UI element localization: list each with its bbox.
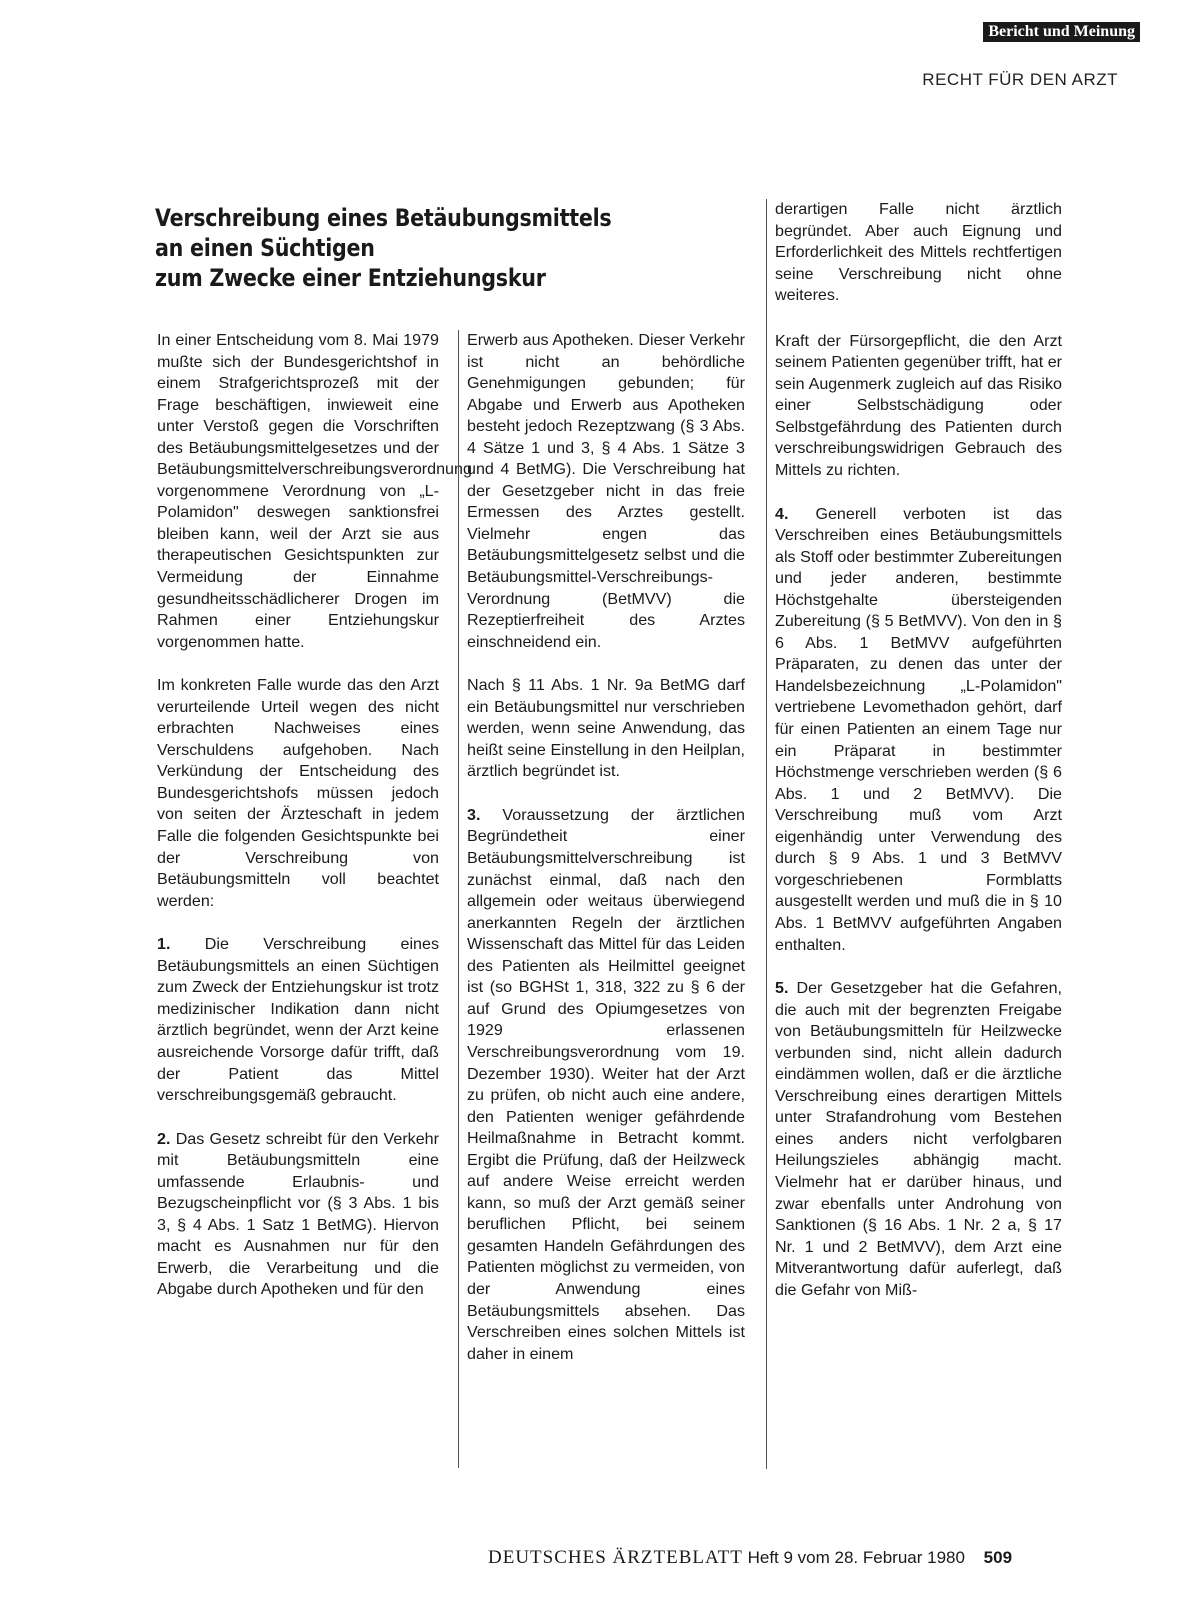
text-column-3 [766,199,1062,1469]
section-heading: RECHT FÜR DEN ARZT [922,70,1118,89]
paragraph-text: Generell verboten ist das Verschreiben eines Betäubungsmittels als Stoff oder bestimmter Zubereitungen und jeder anderen, bestimmte Höchstgehalte übersteigenden Zubereitung (§ 5 BetMVV). Von den in § 6 Abs. 1 BetMVV aufgeführten Präparaten, zu denen das unter der Handelsbezeichnung „L-Polamidon" vertriebene Levomethadon gehört, darf für einen Patienten an einem Tage nur ein Präparat in bestimmter Höchstmenge verschrieben werden (§ 6 Abs. 1 und 2 BetMVV). Die Verschreibung muß vom Arzt eigenhändig unter Verwendung des durch § 9 Abs. 1 und 3 BetMVV vorgeschriebenen Formblatts ausgestellt werden und muß die in § 10 Abs. 1 BetMVV aufgeführten Angaben enthalten. [775,504,1062,954]
paragraph [157,934,439,1106]
paragraph: Im konkreten Falle wurde das den Arzt verurteilende Urteil wegen des nicht erbrachten Nachweises eines Verschuldens aufgehoben. Nach Verkündung der Entscheidung des Bundesgerichtshofs müssen jedoch von seiten der Ärzteschaft in jedem Falle die folgenden Gesichtspunkte bei der Verschreibung von Betäubungsmitteln voll beachtet werden: [157,676,439,910]
paragraph [157,1129,439,1301]
paragraph: Kraft der Fürsorgepflicht, die den Arzt seinem Patienten gegenüber trifft, hat er sein Augenmerk zugleich auf das Risiko einer Selbstschädigung oder Selbstgefährdung des Patienten durch verschreibungswidrigen Gebrauch des Mittels zu richten. [775,331,1062,480]
paragraph [775,504,1062,956]
paragraph: Erwerb aus Apotheken. Dieser Verkehr ist nicht an behördliche Genehmigungen gebunden; für Abgabe und Erwerb aus Apotheken besteht jedoch Rezeptzwang (§ 3 Abs. 4 Sätze 1 und 3, § 4 Abs. 1 Sätze 3 und 4 BetMG). Die Verschreibung hat der Gesetzgeber nicht in das freie Ermessen des Arztes gestellt. Vielmehr engen das Betäubungsmittelgesetz selbst und die Betäubungsmittel-Verschreibungs-Verordnung (BetMVV) die Rezeptierfreiheit des Arztes einschneidend ein. [467,331,745,651]
article-title [155,203,654,293]
section-tag: Bericht und Meinung [983,22,1140,42]
title-line: an einen Süchtigen [155,234,375,262]
point-number: 4. [775,504,789,523]
title-line: Verschreibung eines Betäubungsmittels [155,204,612,232]
paragraph: In einer Entscheidung vom 8. Mai 1979 mußte sich der Bundesgerichtshof in einem Strafgerichtsprozeß mit der Frage beschäftigen, inwieweit eine unter Verstoß gegen die Vorschriften des Betäubungsmittelgesetzes und der Betäubungsmittelverschreibungsverordnung vorgenommene Verordnung von „L-Polamidon" deswegen sanktionsfrei bleiben kann, weil der Arzt sie aus therapeutischen Gesichtspunkten zur Vermeidung der Einnahme gesundheitsschädlicherer Drogen im Rahmen einer Entziehungskur vorgenommen hatte. [157,331,472,651]
text-column-2 [458,330,745,1468]
point-number: 1. [157,935,171,954]
title-line: zum Zwecke einer Entziehungskur [155,264,546,292]
paragraph [467,805,745,1365]
text-column-1 [157,330,472,1323]
paragraph: derartigen Falle nicht ärztlich begründet. Aber auch Eignung und Erforderlichkeit des Mittels rechtfertigen seine Verschreibung nicht ohne weiteres. [775,200,1062,305]
page-footer [488,1547,1012,1569]
paragraph-text: Die Verschreibung eines Betäubungsmittels an einen Süchtigen zum Zweck der Entziehungskur ist trotz medizinischer Indikation dann nicht ärztlich begründet, wenn der Arzt keine ausreichende Vorsorge dafür trifft, daß der Patient das Mittel verschreibungsgemäß gebraucht. [157,935,439,1105]
paragraph: Nach § 11 Abs. 1 Nr. 9a BetMG darf ein Betäubungsmittel nur verschrieben werden, wenn seine Anwendung, das heißt seine Einstellung in den Heilplan, ärztlich begründet ist. [467,676,745,781]
paragraph [775,978,1062,1301]
paragraph-text: Der Gesetzgeber hat die Gefahren, die auch mit der begrenzten Freigabe von Betäubungsmitteln für Heilzwecke verbunden sind, nicht allein dadurch eindämmen wollen, daß er die ärztliche Verschreibung eines derartigen Mittels unter Strafandrohung vom Bestehen eines anders nicht verfolgbaren Heilungszieles abhängig macht. Vielmehr hat er darüber hinaus, und zwar ebenfalls unter Androhung von Sanktionen (§ 16 Abs. 1 Nr. 2 a, § 17 Nr. 1 und 2 BetMVV), dem Arzt eine Mitverantwortung dafür auferlegt, daß die Gefahr von Miß- [775,979,1062,1299]
paragraph-text: Voraussetzung der ärztlichen Begründetheit einer Betäubungsmittelverschreibung ist zunächst einmal, daß nach den allgemein oder weitaus überwiegend anerkannten Regeln der ärztlichen Wissenschaft das Mittel für das Leiden des Patienten als Heilmittel geeignet ist (so BGHSt 1, 318, 322 zu § 6 der auf Grund des Opiumgesetzes von 1929 erlassenen Verschreibungsverordnung vom 19. Dezember 1930). Weiter hat der Arzt zu prüfen, ob nicht auch eine andere, den Patienten weniger gefährdende Heilmaßnahme in Betracht kommt. Ergibt die Prüfung, daß der Heilzweck auf andere Weise erreicht werden kann, so muß der Arzt gemäß seiner beruflichen Pflicht, bei seinem gesamten Handeln Gefährdungen des Patienten möglichst zu vermeiden, von der Anwendung eines Betäubungsmittels absehen. Das Verschreiben eines solchen Mittels ist daher in einem [467,805,745,1363]
page-number: 509 [983,1548,1013,1567]
paragraph-text: Das Gesetz schreibt für den Verkehr mit Betäubungsmitteln eine umfassende Erlaubnis- und Bezugscheinpflicht vor (§ 3 Abs. 1 bis 3, § 4 Abs. 1 Satz 1 BetMG). Hiervon macht es Ausnahmen nur für den Erwerb, die Verarbeitung und die Abgabe durch Apotheken und für den [157,1129,439,1299]
point-number: 5. [775,979,789,998]
point-number: 2. [157,1129,171,1148]
issue-info: Heft 9 vom 28. Februar 1980 [747,1548,965,1567]
point-number: 3. [467,805,481,824]
magazine-name: DEUTSCHES ÄRZTEBLATT [488,1547,743,1568]
